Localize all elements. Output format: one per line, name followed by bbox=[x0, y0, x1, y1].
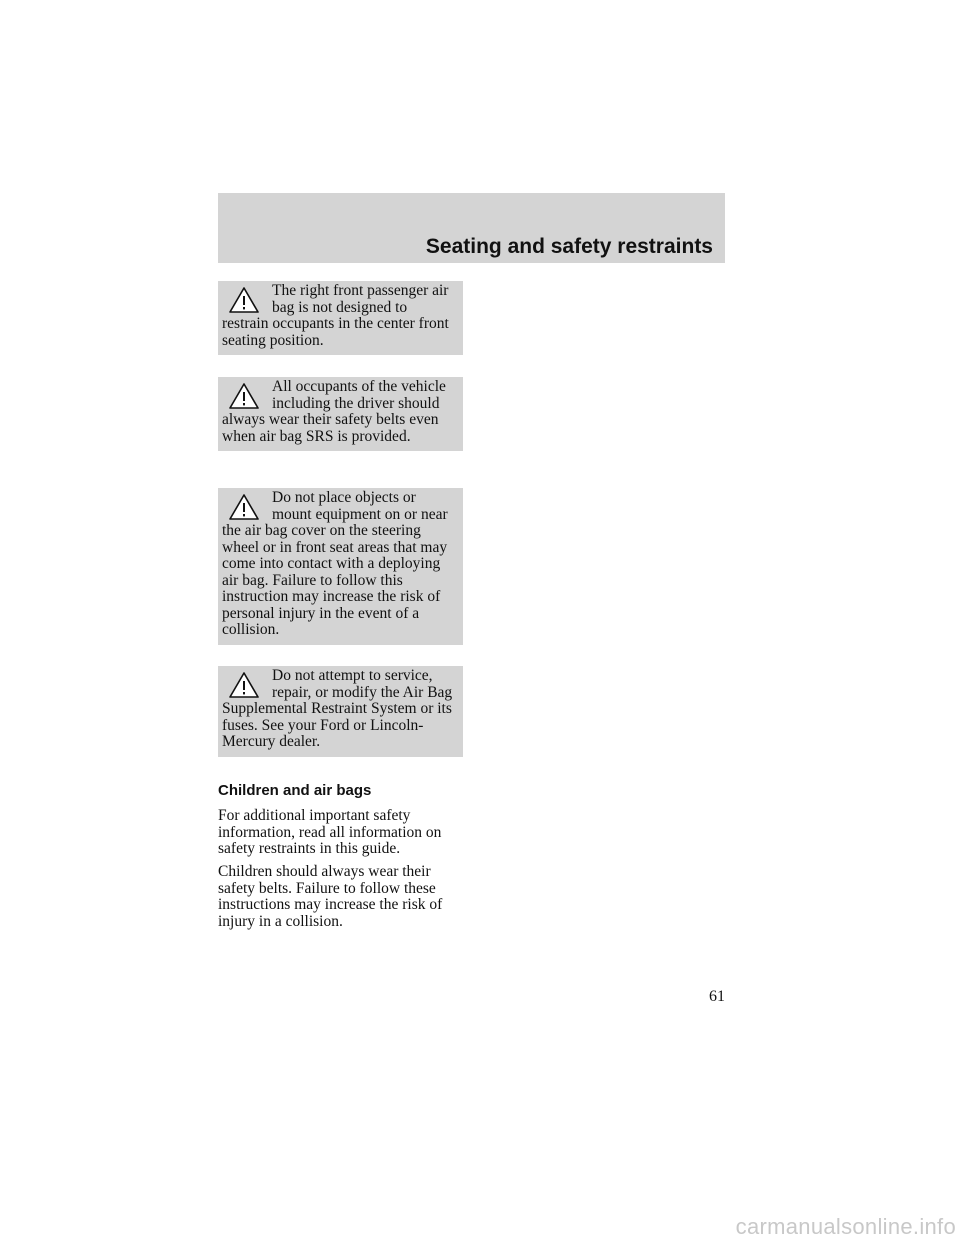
warning-box bbox=[218, 488, 463, 645]
warning-box bbox=[218, 281, 463, 355]
watermark: carmanualsonline.info bbox=[735, 1214, 956, 1239]
warning-box bbox=[218, 666, 463, 757]
body-paragraph: For additional important safety information, read all information on safety restraints in this guide. bbox=[218, 807, 442, 857]
warning-text: All occupants of the vehicle including the driver should always wear their safety belts even when air bag SRS is provided. bbox=[222, 378, 446, 445]
page-number: 61 bbox=[709, 988, 725, 1005]
warning-text: The right front passenger air bag is not designed to restrain occupants in the center front seating position. bbox=[222, 282, 449, 349]
warning-triangle-icon bbox=[222, 492, 266, 522]
body-paragraph: Children should always wear their safety belts. Failure to follow these instructions may increase the risk of injury in a collision. bbox=[218, 863, 443, 930]
warning-text: Do not attempt to service, repair, or modify the Air Bag Supplemental Restraint System or its fuses. See your Ford or Lincoln-Mercury dealer. bbox=[222, 667, 453, 750]
section-header-band bbox=[218, 193, 725, 263]
section-title: Seating and safety restraints bbox=[425, 235, 713, 258]
warning-text: Do not place objects or mount equipment on or near the air bag cover on the steering wheel or in front seat areas that may come into contact with a deploying air bag. Failure to follow this instruction may increase the risk of personal injury in the event of a collision. bbox=[222, 489, 448, 638]
warning-triangle-icon bbox=[222, 670, 266, 700]
section-heading: Children and air bags bbox=[218, 782, 372, 799]
warning-triangle-icon bbox=[222, 285, 266, 315]
warning-triangle-icon bbox=[222, 381, 266, 411]
warning-box bbox=[218, 377, 463, 451]
